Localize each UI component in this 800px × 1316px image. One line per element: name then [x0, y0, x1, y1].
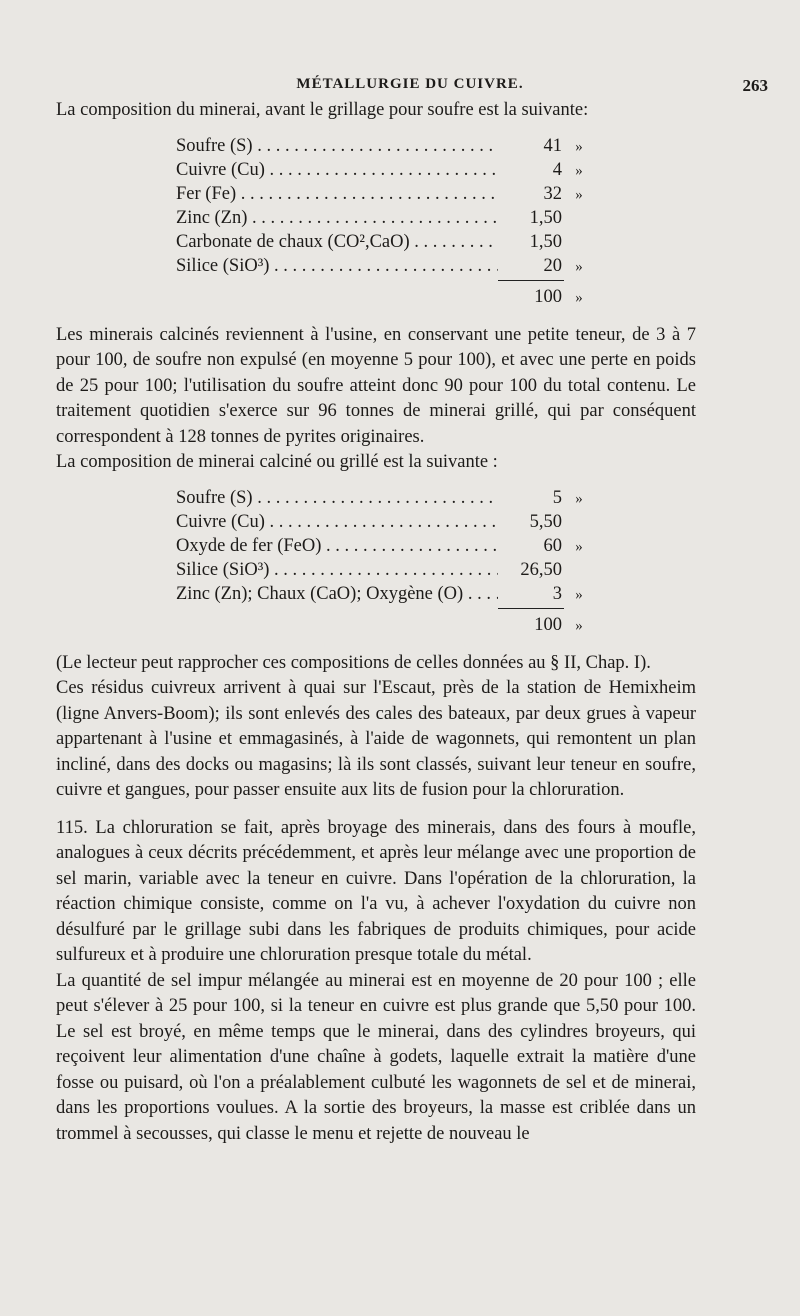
component-name: Cuivre (Cu) . . .: [176, 510, 498, 536]
component-value: 60: [543, 535, 562, 556]
component-value: 26,50: [520, 559, 562, 580]
value-suffix: »: [575, 490, 583, 507]
component-value: 1,50: [529, 231, 562, 252]
composition-table-raw: [176, 134, 596, 311]
value-suffix: »: [575, 586, 583, 603]
total-row: [176, 613, 596, 639]
page-header: [40, 76, 780, 100]
component-name: Soufre (S) . . .: [176, 134, 498, 160]
paragraph-reference: (Le lecteur peut rapprocher ces compositions de celles données au § II, Chap. I).: [56, 652, 651, 673]
table-row: [176, 206, 596, 230]
table-row: [176, 254, 596, 278]
paragraph-115: 115. La chloruration se fait, après broyage des minerais, dans des fours à moufle, analogues à ceux décrits précédemment, et après leur mélange avec une proportion de sel marin, variable avec la teneur en cuivre. Dans l'opération de la chloruration, la réaction chimique consiste, comme on l'a vu, à achever l'oxydation du cuivre non désulfuré par le grillage subi dans les fabriques de produits chimiques, pour acide sulfureux et à produire une chloruration presque totale du métal.: [56, 817, 696, 965]
component-value: 4: [552, 159, 562, 180]
component-name: Fer (Fe) . . .: [176, 182, 498, 208]
table-row: [176, 582, 596, 606]
table-row: [176, 230, 596, 254]
paragraph-salt: La quantité de sel impur mélangée au minerai est en moyenne de 20 pour 100 ; elle peut s'élever à 25 pour 100, si la teneur en cuivre est plus grande que 5,50 pour 100. Le sel est broyé, en même temps que le minerai, dans des cylindres broyeurs, qui reçoivent leur alimentation d'une chaîne à godets, laquelle extrait la matière d'une fosse ou puisard, où l'on a préalablement culbuté les wagonnets de sel et de minerai, dans les proportions voulues. A la sortie des broyeurs, la masse est criblée dans un trommel à secousses, qui classe le menu et rejette de nouveau le: [56, 970, 696, 1144]
component-value: 3: [552, 583, 562, 604]
value-suffix: »: [575, 289, 583, 306]
component-value: 20: [543, 255, 562, 276]
component-value: 5: [552, 487, 562, 508]
table-row: [176, 486, 596, 510]
value-suffix: »: [575, 617, 583, 634]
component-value: 1,50: [529, 207, 562, 228]
page-number: 263: [742, 76, 768, 95]
table-row: [176, 158, 596, 182]
table-row: [176, 558, 596, 582]
running-title: MÉTALLURGIE DU CUIVRE.: [296, 76, 524, 92]
table-row: [176, 534, 596, 558]
page-body: [56, 98, 696, 1147]
intro-paragraph-1: La composition du minerai, avant le grillage pour soufre est la suivante:: [56, 100, 589, 120]
total-row: [176, 285, 596, 311]
component-name: Zinc (Zn); Chaux (CaO); Oxygène (O) . . .: [176, 582, 498, 608]
table-row: [176, 510, 596, 534]
total-value: 100: [534, 614, 562, 635]
total-value: 100: [534, 286, 562, 307]
value-suffix: »: [575, 162, 583, 179]
paragraph-calcined: Les minerais calcinés reviennent à l'usine, en conservant une petite teneur, de 3 à 7 pour 100, de soufre non expulsé (en moyenne 5 pour 100), et avec une perte en poids de 25 pour 100; l'utilisation du soufre atteint donc 90 pour 100 du total contenu. Le traitement quotidien s'exerce sur 96 tonnes de minerai grillé, qui par conséquent correspondent à 128 tonnes de pyrites originaires.: [56, 324, 696, 447]
component-name: Silice (SiO³) . . .: [176, 558, 498, 584]
value-suffix: »: [575, 138, 583, 155]
component-value: 32: [543, 183, 562, 204]
component-name: Silice (SiO³) . . .: [176, 254, 498, 280]
component-value: 41: [543, 135, 562, 156]
value-suffix: »: [575, 258, 583, 275]
value-suffix: »: [575, 186, 583, 203]
composition-table-calcined: [176, 486, 596, 639]
component-value: 5,50: [529, 511, 562, 532]
table-row: [176, 182, 596, 206]
paragraph-residues: Ces résidus cuivreux arrivent à quai sur l'Escaut, près de la station de Hemixheim (ligne Anvers-Boom); ils sont enlevés des cales des bateaux, par deux grues à vapeur appartenant à l'usine et emmagasinés, à l'aide de wagonnets, qui remontent un plan incliné, dans des docks ou magasins; là ils sont classés, suivant leur teneur en soufre, cuivre et gangues, pour passer ensuite aux lits de fusion pour la chloruration.: [56, 678, 696, 800]
component-name: Cuivre (Cu) . . .: [176, 158, 498, 184]
component-name: Oxyde de fer (FeO) . . .: [176, 534, 498, 560]
intro-paragraph-2: La composition de minerai calciné ou grillé est la suivante :: [56, 452, 498, 472]
component-name: Zinc (Zn) . . .: [176, 206, 498, 232]
component-name: Carbonate de chaux (CO²,CaO) . . .: [176, 230, 498, 256]
table-row: [176, 134, 596, 158]
component-name: Soufre (S) . . .: [176, 486, 498, 512]
value-suffix: »: [575, 538, 583, 555]
